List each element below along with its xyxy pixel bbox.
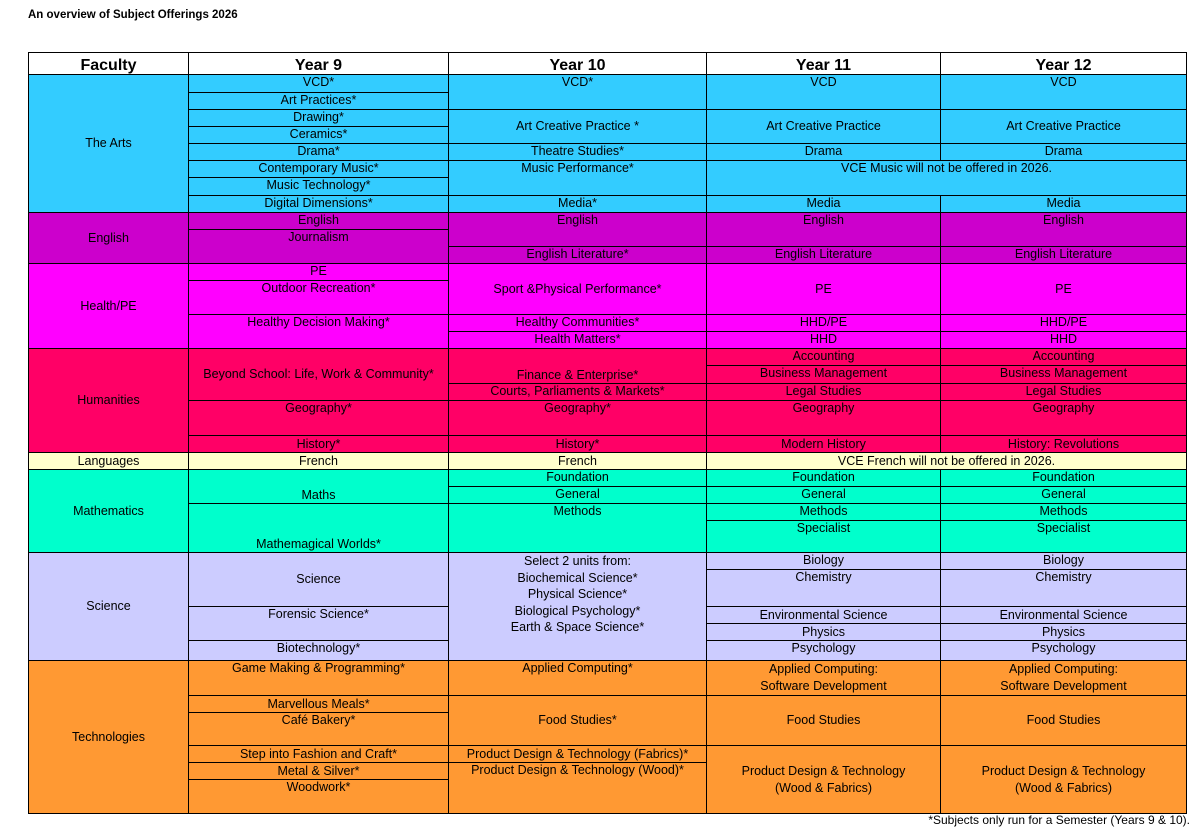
subject-cell [706,212,941,247]
subject-cell [188,695,449,713]
cell-text [511,553,644,636]
subject-cell [706,452,1187,470]
subject-cell [940,469,1187,487]
subject-cell [188,452,449,470]
cell-text: Café Bakery* [281,713,356,727]
cell-text: Geography [792,401,855,415]
cell-text: General [1041,487,1086,501]
cell-text: Year 10 [549,57,606,74]
cell-text: Music Performance* [521,161,634,175]
subject-cell [706,383,941,401]
column-header [706,52,941,75]
cell-line: Biochemical Science* [517,570,638,585]
footnote: *Subjects only run for a Semester (Years 9 & 10). [928,813,1190,827]
subject-cell [448,762,707,814]
subject-cell [188,606,449,641]
cell-text [1000,661,1126,694]
subject-cell [448,331,707,349]
subject-cell [706,503,941,521]
cell-text: Foundation [546,470,609,484]
subject-cell [188,263,449,281]
cell-line: Applied Computing: [768,662,879,676]
subject-cell [706,552,941,570]
cell-text: Science [86,599,131,613]
cell-text: English Literature [1014,247,1113,261]
cell-text: Media [1046,196,1081,210]
cell-text: Geography [1032,401,1095,415]
cell-text: VCE Music will not be offered in 2026. [841,161,1052,175]
subject-cell [188,762,449,780]
cell-text: Step into Fashion and Craft* [239,747,398,761]
subject-cell [448,143,707,161]
cell-text: Marvellous Meals* [267,697,370,711]
subject-cell [448,503,707,553]
subject-cell [940,745,1187,814]
cell-text: Methods [799,504,848,518]
faculty-cell [28,469,189,553]
cell-text: Geography* [285,401,352,415]
cell-text: Foundation [1032,470,1095,484]
subject-cell [188,280,449,315]
column-header [940,52,1187,75]
cell-text: HHD [1049,332,1078,346]
cell-line: (Wood & Fabrics) [774,780,872,795]
cell-text: Physics [801,625,846,639]
cell-text: English Literature* [526,247,629,261]
cell-text: The Arts [85,136,132,150]
cell-text: PE [310,264,327,278]
cell-text: Drama [1044,144,1083,158]
cell-text: History* [296,437,341,451]
cell-text: English [557,213,598,227]
subject-cell [448,400,707,436]
subject-cell [188,195,449,213]
subject-cell [940,623,1187,641]
cell-text: Psychology [791,641,856,655]
cell-text: Foundation [792,470,855,484]
cell-text: PE [1055,281,1072,296]
subject-cell [706,314,941,332]
subject-cell [940,74,1187,110]
cell-text: Courts, Parliaments & Markets* [490,384,665,398]
subject-cell [188,160,449,178]
cell-line: Software Development [760,678,887,693]
subject-cell [188,212,449,230]
cell-text: Forensic Science* [268,607,369,621]
subject-cell [706,660,941,696]
cell-text: French [299,453,338,468]
subject-cell [706,109,941,144]
cell-text: English [1043,213,1084,227]
cell-text: HHD/PE [1039,315,1088,329]
cell-line: Physical Science* [527,587,628,601]
subject-cell [940,143,1187,161]
cell-line: (Wood & Fabrics) [1014,780,1112,795]
subject-cell [706,348,941,366]
column-header [28,52,189,75]
cell-text: Product Design & Technology (Fabrics)* [466,747,689,761]
subject-cell [448,552,707,661]
cell-text: Biology [803,553,844,567]
cell-text: Chemistry [795,570,852,584]
cell-text: VCD [1050,75,1077,89]
subject-cell [188,177,449,196]
subject-cell [940,365,1187,384]
subject-cell [940,246,1187,264]
subject-cell [188,552,449,607]
cell-text: History: Revolutions [1007,437,1120,451]
subject-cell [448,348,707,384]
cell-text [760,661,886,694]
cell-text: Geography* [544,401,611,415]
cell-text: Media* [558,196,597,210]
subject-cell [940,520,1187,553]
cell-line: Product Design & Technology [981,764,1146,778]
subject-cell [940,331,1187,349]
subject-cell [448,660,707,696]
subject-cell [448,212,707,247]
cell-text: Biology [1043,553,1084,567]
subject-cell [188,712,449,746]
faculty-cell [28,212,189,264]
subject-cell [448,695,707,746]
cell-text: Beyond School: Life, Work & Community* [203,367,434,381]
cell-text: Maths [301,488,336,502]
subject-cell [188,779,449,814]
cell-text: Technologies [72,729,145,744]
cell-text: Health/PE [80,298,137,313]
subject-cell [188,229,449,264]
subject-cell [706,435,941,453]
subject-cell [188,640,449,661]
cell-text: Applied Computing* [522,661,633,675]
cell-line: Earth & Space Science* [510,620,645,634]
subject-cell [706,365,941,384]
subject-cell [940,503,1187,521]
cell-text: Specialist [1036,521,1091,535]
subject-cell [940,212,1187,247]
subject-cell [940,263,1187,315]
subject-cell [188,74,449,93]
subject-cell [706,695,941,746]
cell-text: VCD [810,75,837,89]
subject-cell [188,92,449,110]
cell-text: French [558,453,597,468]
cell-text: Accounting [1032,349,1095,363]
subject-cell [448,314,707,332]
cell-text: Healthy Decision Making* [247,315,390,329]
subject-cell [448,469,707,487]
cell-text: Contemporary Music* [258,161,379,175]
subject-cell [940,314,1187,332]
cell-text: Modern History [781,437,866,451]
subject-cell [448,263,707,315]
subject-cell [188,348,449,401]
subject-cell [940,695,1187,746]
cell-text: Art Creative Practice [1006,119,1121,133]
faculty-cell [28,74,189,213]
subject-cell [706,195,941,213]
faculty-cell [28,348,189,453]
cell-line: Applied Computing: [1008,662,1119,676]
cell-text: Sport &Physical Performance* [493,281,662,296]
cell-text: Theatre Studies* [530,144,625,158]
cell-text: History* [555,437,600,451]
cell-text: Art Practices* [280,93,357,107]
cell-text: Biotechnology* [276,641,361,655]
subject-cell [188,109,449,127]
faculty-cell [28,452,189,470]
subject-cell [188,660,449,696]
cell-text: Food Studies* [538,713,617,727]
cell-text: Finance & Enterprise* [516,368,639,382]
cell-line: Product Design & Technology [741,764,906,778]
cell-text: General [555,487,600,501]
cell-text: Mathemagical Worlds* [256,537,381,551]
cell-text: General [801,487,846,501]
cell-text: HHD/PE [799,315,848,329]
subject-cell [706,469,941,487]
subject-cell [940,660,1187,696]
cell-text: Year 11 [795,57,852,74]
subject-cell [940,109,1187,144]
cell-text: Legal Studies [1025,384,1102,398]
subject-cell [188,469,449,504]
cell-text: Journalism [288,230,349,244]
cell-text: Food Studies [1026,713,1101,727]
cell-text: Woodwork* [286,780,351,794]
subject-cell [188,314,449,349]
subject-cell [940,552,1187,570]
subject-cell [448,74,707,110]
cell-text: Business Management [759,366,888,380]
cell-line: Select 2 units from: [523,554,631,568]
subject-cell [940,640,1187,661]
subject-cell [940,348,1187,366]
subject-cell [940,569,1187,607]
cell-text: VCD* [561,75,594,89]
subject-cell [706,606,941,624]
cell-text: Humanities [77,393,140,407]
subject-cell [188,745,449,763]
cell-text: VCD* [302,75,335,89]
faculty-cell [28,660,189,814]
subject-cell [706,569,941,607]
cell-text: English Literature [774,247,873,261]
cell-text: Languages [77,453,140,468]
cell-text: Product Design & Technology (Wood)* [471,763,684,777]
column-header [188,52,449,75]
subject-cell [706,143,941,161]
column-header [448,52,707,75]
subject-cell [448,383,707,401]
cell-text: Drama* [297,144,340,158]
cell-text: Methods [1039,504,1088,518]
cell-text: Outdoor Recreation* [261,281,376,295]
subject-cell [448,486,707,504]
cell-text [742,763,906,796]
subject-cell [706,246,941,264]
cell-text: Media [806,196,841,210]
subject-cell [188,143,449,161]
cell-text [982,763,1146,796]
cell-text: Art Creative Practice * [516,119,639,133]
subject-cell [188,435,449,453]
cell-text: Accounting [792,349,855,363]
page-title: An overview of Subject Offerings 2026 [28,9,238,21]
cell-text: Psychology [1031,641,1096,655]
subject-cell [188,400,449,436]
subject-cell [448,745,707,763]
subject-cell [706,263,941,315]
cell-line: Biological Psychology* [514,603,641,618]
subject-cell [448,160,707,196]
subject-cell [940,435,1187,453]
cell-text: Environmental Science [999,608,1128,622]
subject-cell [448,452,707,470]
cell-text: VCE French will not be offered in 2026. [837,453,1056,468]
subject-cell [706,623,941,641]
cell-text: Healthy Communities* [515,315,640,329]
cell-text: Drawing* [293,110,344,124]
cell-text: PE [815,281,832,296]
cell-text: Year 12 [1035,57,1092,74]
cell-text: English [298,213,339,227]
cell-text: English [88,230,129,245]
cell-text: Business Management [999,366,1128,380]
subject-cell [448,109,707,144]
subject-cell [448,435,707,453]
cell-text: HHD [809,332,838,346]
cell-text: Specialist [796,521,851,535]
cell-line: Software Development [1000,678,1127,693]
subject-cell [940,383,1187,401]
subject-cell [706,74,941,110]
cell-text: Music Technology* [266,178,371,192]
subject-cell [940,400,1187,436]
subject-cell [188,126,449,144]
subject-cell [706,520,941,553]
faculty-cell [28,263,189,349]
cell-text: Digital Dimensions* [264,196,373,210]
cell-text: Science [296,572,341,586]
cell-text: Art Creative Practice [766,119,881,133]
subject-cell [706,486,941,504]
subject-cell [706,331,941,349]
subject-cell [940,486,1187,504]
cell-text: Year 9 [294,57,343,74]
cell-text: Chemistry [1035,570,1092,584]
subject-cell [448,246,707,264]
subject-cell [940,195,1187,213]
subject-cell [706,400,941,436]
cell-text: Health Matters* [534,332,621,346]
faculty-cell [28,552,189,661]
cell-text: Metal & Silver* [277,764,360,778]
cell-text: Ceramics* [289,127,348,141]
subject-cell [706,160,1187,196]
subject-cell [940,606,1187,624]
cell-text: Environmental Science [759,608,888,622]
subject-cell [706,745,941,814]
subject-cell [188,503,449,553]
cell-text: Legal Studies [785,384,862,398]
cell-text: Drama [804,144,843,158]
cell-text: Game Making & Programming* [232,661,405,675]
cell-text: English [803,213,844,227]
cell-text: Mathematics [73,503,144,518]
cell-text: Physics [1041,625,1086,639]
subject-cell [448,195,707,213]
cell-text: Methods [553,504,602,518]
subject-cell [706,640,941,661]
cell-text: Food Studies [786,713,861,727]
cell-text: Faculty [80,57,137,74]
